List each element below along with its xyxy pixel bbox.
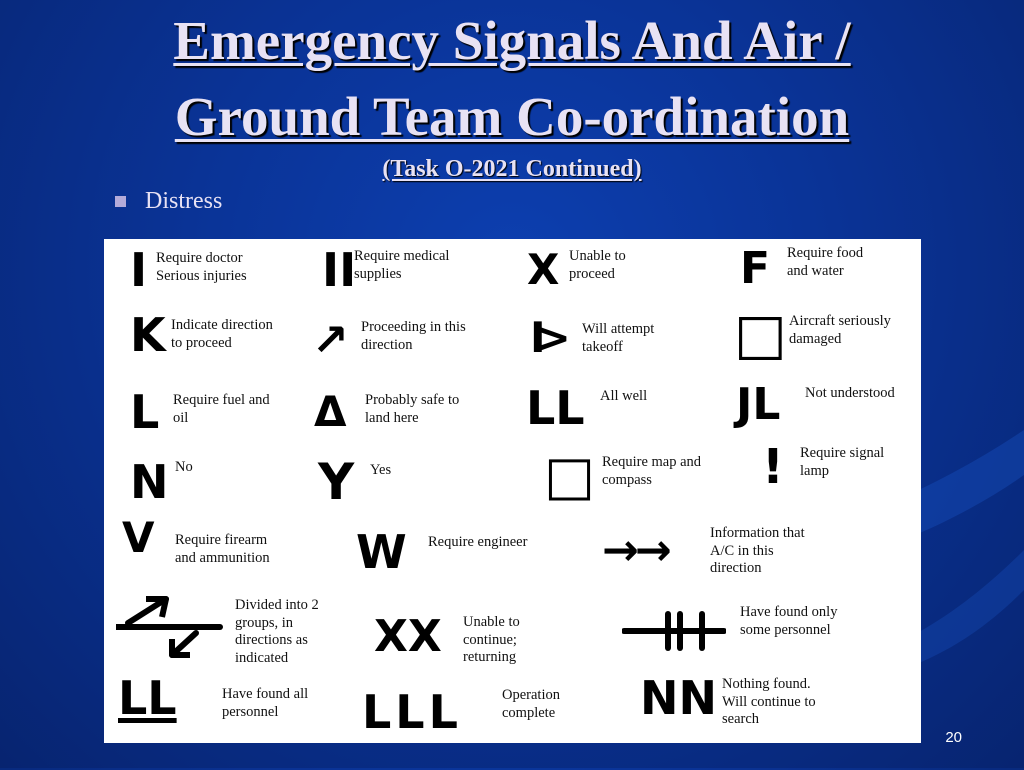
signal-meaning: Unable to continue; returning: [463, 614, 520, 665]
signal-meaning: Will attempt takeoff: [582, 321, 655, 355]
signal-meaning: Divided into 2 groups, in directions as indicated: [235, 597, 319, 666]
signal-symbol-W: W: [356, 525, 407, 579]
signal-meaning: Require map and compass: [602, 454, 702, 488]
signal-symbol-K: K: [130, 308, 166, 362]
signal-symbol-double-arrow: →→: [602, 525, 668, 576]
signal-symbol-V: V: [122, 513, 155, 562]
signal-symbol-takeoff: I>: [530, 313, 561, 362]
signal-meaning: Require food and water: [787, 245, 864, 279]
signal-symbol-LL: LL: [526, 381, 585, 435]
signal-meaning: Information that A/C in this direction: [710, 525, 805, 576]
signal-symbol-some-personnel: [622, 611, 726, 651]
signal-meaning: Proceeding in this direction: [361, 319, 466, 353]
signal-symbol-square: □: [544, 444, 596, 507]
signal-meaning: Aircraft seriously damaged: [789, 313, 891, 347]
signal-symbol-I: I: [130, 243, 148, 297]
signal-symbol-divided-groups: [116, 595, 226, 661]
signal-meaning: Require medical supplies: [354, 248, 450, 282]
bullet-marker: [115, 196, 126, 207]
signal-meaning: Require engineer: [428, 534, 528, 550]
signal-symbol-LLL: LLL: [362, 685, 462, 739]
signal-symbol-LL-underlined: LL: [118, 671, 177, 725]
signal-meaning: Require firearm and ammunition: [175, 532, 270, 566]
bullet-item: [115, 188, 222, 215]
signal-symbol-II: II: [322, 243, 357, 297]
signal-meaning: Require signal lamp: [800, 445, 885, 479]
signal-symbol-triangle: Δ: [314, 387, 347, 436]
signal-symbol-square: □: [734, 302, 787, 367]
signal-symbol-NN: NN: [640, 671, 717, 725]
slide-title-line-2: Ground Team Co-ordination: [174, 86, 850, 147]
signal-meaning: Require doctor Serious injuries: [156, 250, 247, 284]
signal-meaning: All well: [600, 388, 648, 404]
signal-symbol-Y: Y: [318, 453, 355, 511]
signal-meaning: Require fuel and oil: [173, 392, 270, 426]
signal-meaning: Nothing found. Will continue to search: [722, 676, 816, 727]
signal-symbol-X: X: [527, 245, 560, 294]
signal-meaning: No: [175, 459, 193, 475]
signal-meaning: Have found only some personnel: [740, 604, 838, 638]
signal-chart-panel: [104, 239, 921, 743]
signal-meaning: Unable to proceed: [569, 248, 626, 282]
page-number: 20: [945, 729, 962, 746]
signal-meaning: Have found all personnel: [222, 686, 309, 720]
signal-meaning: Indicate direction to proceed: [171, 317, 273, 351]
signal-symbol-arrow-up-right: ↗: [312, 315, 349, 366]
signal-meaning: Not understood: [805, 385, 895, 401]
signal-symbol-exclamation: !: [762, 439, 784, 495]
bullet-text: Distress: [145, 188, 223, 214]
signal-meaning: Operation complete: [502, 687, 560, 721]
signal-meaning: Probably safe to land here: [365, 392, 460, 426]
signal-meaning: Yes: [370, 462, 392, 478]
signal-symbol-L: L: [130, 385, 160, 439]
slide-title-line-1: Emergency Signals And Air /: [173, 10, 851, 71]
signal-symbol-JL: JL: [736, 379, 781, 430]
signal-symbol-N: N: [130, 455, 169, 509]
signal-symbol-F: F: [740, 243, 771, 294]
slide-subtitle: (Task O-2021 Continued): [382, 156, 642, 182]
signal-symbol-XX: XX: [374, 611, 442, 662]
